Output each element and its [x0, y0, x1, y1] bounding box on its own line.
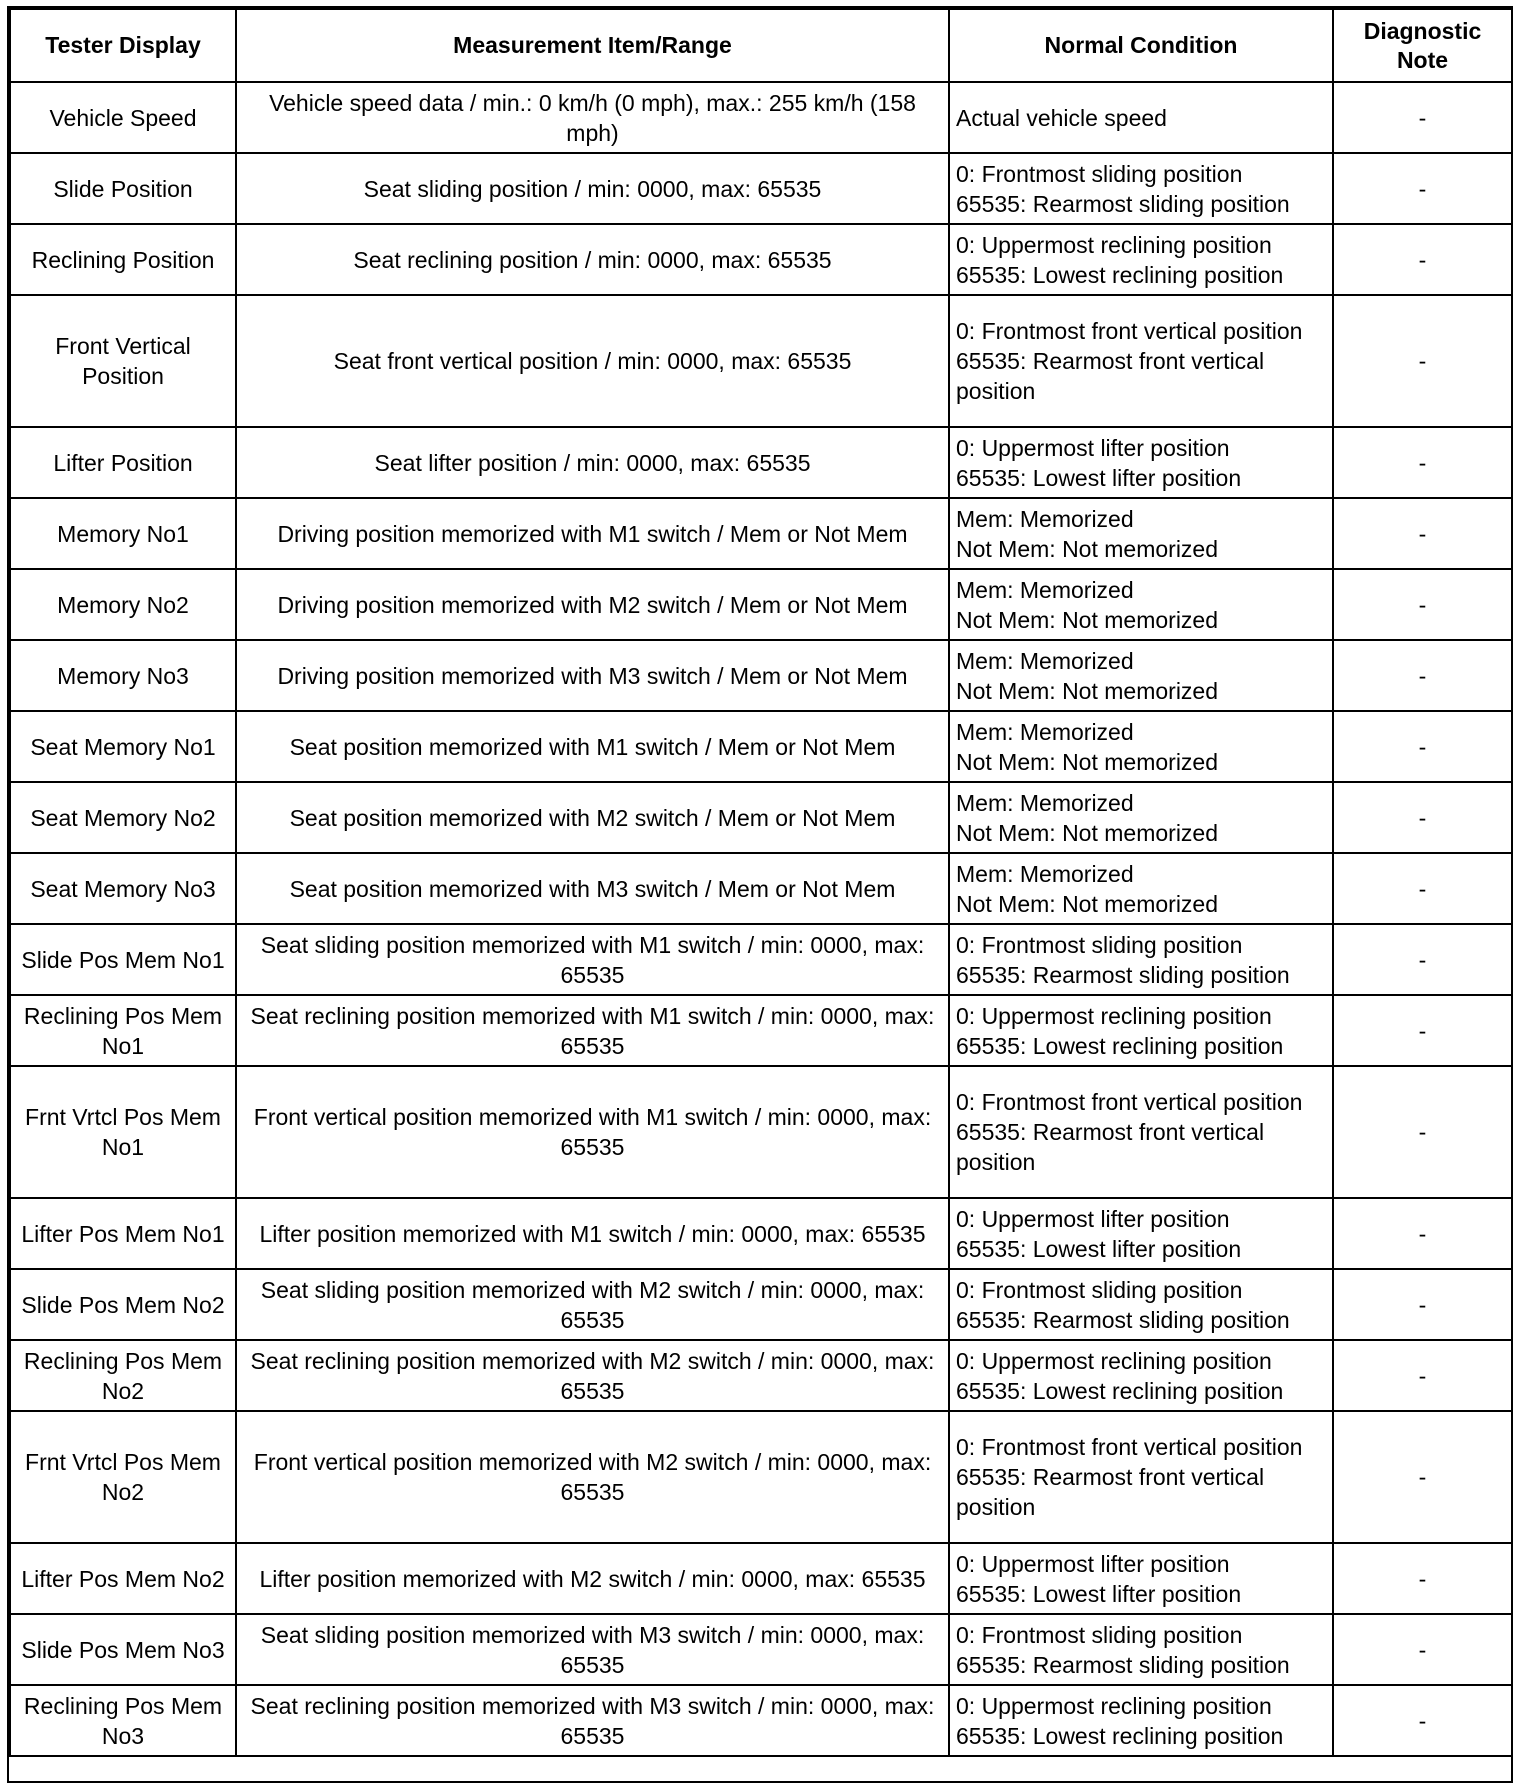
cell-normal-condition: Mem: Memorized Not Mem: Not memorized	[949, 569, 1333, 640]
cell-diagnostic-note: -	[1333, 853, 1512, 924]
cell-tester-display: Reclining Pos Mem No3	[10, 1685, 236, 1756]
cell-measurement-range: Seat sliding position / min: 0000, max: 65535	[236, 153, 949, 224]
cell-measurement-range: Driving position memorized with M3 switch / Mem or Not Mem	[236, 640, 949, 711]
table-row	[10, 569, 1512, 640]
table-row	[10, 1614, 1512, 1685]
column-header-tester-display: Tester Display	[10, 9, 236, 82]
cell-diagnostic-note: -	[1333, 782, 1512, 853]
cell-measurement-range: Seat position memorized with M3 switch / Mem or Not Mem	[236, 853, 949, 924]
cell-normal-condition: 0: Uppermost lifter position 65535: Lowest lifter position	[949, 1543, 1333, 1614]
cell-measurement-range: Driving position memorized with M2 switch / Mem or Not Mem	[236, 569, 949, 640]
cell-diagnostic-note: -	[1333, 640, 1512, 711]
cell-tester-display: Vehicle Speed	[10, 82, 236, 153]
cell-normal-condition: Mem: Memorized Not Mem: Not memorized	[949, 498, 1333, 569]
cell-measurement-range: Seat reclining position / min: 0000, max: 65535	[236, 224, 949, 295]
cell-normal-condition: Mem: Memorized Not Mem: Not memorized	[949, 853, 1333, 924]
cell-normal-condition: 0: Frontmost front vertical position 65535: Rearmost front vertical position	[949, 1411, 1333, 1543]
table-row	[10, 427, 1512, 498]
cell-measurement-range: Seat sliding position memorized with M3 switch / min: 0000, max: 65535	[236, 1614, 949, 1685]
cell-measurement-range: Seat position memorized with M2 switch / Mem or Not Mem	[236, 782, 949, 853]
cell-normal-condition: 0: Frontmost sliding position 65535: Rearmost sliding position	[949, 153, 1333, 224]
table-header-row	[10, 9, 1512, 82]
cell-normal-condition: 0: Frontmost sliding position 65535: Rearmost sliding position	[949, 924, 1333, 995]
cell-normal-condition: 0: Uppermost reclining position 65535: Lowest reclining position	[949, 1685, 1333, 1756]
cell-tester-display: Slide Pos Mem No2	[10, 1269, 236, 1340]
cell-normal-condition: Mem: Memorized Not Mem: Not memorized	[949, 782, 1333, 853]
data-list-table	[9, 8, 1513, 1757]
cell-tester-display: Slide Pos Mem No3	[10, 1614, 236, 1685]
cell-tester-display: Memory No2	[10, 569, 236, 640]
cell-tester-display: Seat Memory No3	[10, 853, 236, 924]
cell-measurement-range: Seat sliding position memorized with M2 switch / min: 0000, max: 65535	[236, 1269, 949, 1340]
cell-diagnostic-note: -	[1333, 1066, 1512, 1198]
cell-tester-display: Lifter Pos Mem No1	[10, 1198, 236, 1269]
table-row	[10, 1411, 1512, 1543]
cell-diagnostic-note: -	[1333, 1685, 1512, 1756]
cell-normal-condition: 0: Frontmost front vertical position 65535: Rearmost front vertical position	[949, 295, 1333, 427]
cell-tester-display: Reclining Position	[10, 224, 236, 295]
cell-tester-display: Front Vertical Position	[10, 295, 236, 427]
cell-diagnostic-note: -	[1333, 569, 1512, 640]
cell-normal-condition: 0: Uppermost reclining position 65535: Lowest reclining position	[949, 1340, 1333, 1411]
cell-measurement-range: Lifter position memorized with M2 switch / min: 0000, max: 65535	[236, 1543, 949, 1614]
table-row	[10, 924, 1512, 995]
cell-measurement-range: Seat lifter position / min: 0000, max: 65535	[236, 427, 949, 498]
cell-measurement-range: Seat reclining position memorized with M2 switch / min: 0000, max: 65535	[236, 1340, 949, 1411]
cell-tester-display: Frnt Vrtcl Pos Mem No2	[10, 1411, 236, 1543]
cell-diagnostic-note: -	[1333, 1269, 1512, 1340]
table-row	[10, 640, 1512, 711]
cell-tester-display: Slide Position	[10, 153, 236, 224]
cell-normal-condition: 0: Uppermost lifter position 65535: Lowest lifter position	[949, 1198, 1333, 1269]
cell-measurement-range: Front vertical position memorized with M2 switch / min: 0000, max: 65535	[236, 1411, 949, 1543]
cell-tester-display: Frnt Vrtcl Pos Mem No1	[10, 1066, 236, 1198]
cell-diagnostic-note: -	[1333, 295, 1512, 427]
cell-normal-condition: Mem: Memorized Not Mem: Not memorized	[949, 711, 1333, 782]
cell-normal-condition: Actual vehicle speed	[949, 82, 1333, 153]
table-row	[10, 1269, 1512, 1340]
cell-tester-display: Memory No1	[10, 498, 236, 569]
cell-normal-condition: 0: Frontmost sliding position 65535: Rearmost sliding position	[949, 1614, 1333, 1685]
table-row	[10, 995, 1512, 1066]
table-row	[10, 153, 1512, 224]
cell-tester-display: Memory No3	[10, 640, 236, 711]
cell-diagnostic-note: -	[1333, 1543, 1512, 1614]
cell-diagnostic-note: -	[1333, 924, 1512, 995]
cell-diagnostic-note: -	[1333, 1340, 1512, 1411]
table-row	[10, 1066, 1512, 1198]
table-row	[10, 224, 1512, 295]
cell-tester-display: Seat Memory No1	[10, 711, 236, 782]
cell-diagnostic-note: -	[1333, 1198, 1512, 1269]
cell-measurement-range: Driving position memorized with M1 switch / Mem or Not Mem	[236, 498, 949, 569]
cell-tester-display: Reclining Pos Mem No1	[10, 995, 236, 1066]
table-row	[10, 1198, 1512, 1269]
cell-tester-display: Seat Memory No2	[10, 782, 236, 853]
table-row	[10, 1340, 1512, 1411]
column-header-diagnostic-note: Diagnostic Note	[1333, 9, 1512, 82]
cell-measurement-range: Seat reclining position memorized with M3 switch / min: 0000, max: 65535	[236, 1685, 949, 1756]
cell-normal-condition: 0: Uppermost reclining position 65535: Lowest reclining position	[949, 995, 1333, 1066]
table-row	[10, 82, 1512, 153]
cell-normal-condition: Mem: Memorized Not Mem: Not memorized	[949, 640, 1333, 711]
cell-diagnostic-note: -	[1333, 224, 1512, 295]
cell-diagnostic-note: -	[1333, 427, 1512, 498]
cell-diagnostic-note: -	[1333, 711, 1512, 782]
column-header-measurement-range: Measurement Item/Range	[236, 9, 949, 82]
cell-measurement-range: Seat position memorized with M1 switch / Mem or Not Mem	[236, 711, 949, 782]
cell-tester-display: Slide Pos Mem No1	[10, 924, 236, 995]
cell-tester-display: Reclining Pos Mem No2	[10, 1340, 236, 1411]
cell-diagnostic-note: -	[1333, 153, 1512, 224]
cell-diagnostic-note: -	[1333, 82, 1512, 153]
table-row	[10, 1543, 1512, 1614]
table-row	[10, 295, 1512, 427]
table-row	[10, 1685, 1512, 1756]
cell-normal-condition: 0: Uppermost reclining position 65535: Lowest reclining position	[949, 224, 1333, 295]
cell-measurement-range: Lifter position memorized with M1 switch / min: 0000, max: 65535	[236, 1198, 949, 1269]
cell-measurement-range: Seat sliding position memorized with M1 switch / min: 0000, max: 65535	[236, 924, 949, 995]
cell-normal-condition: 0: Uppermost lifter position 65535: Lowest lifter position	[949, 427, 1333, 498]
cell-tester-display: Lifter Pos Mem No2	[10, 1543, 236, 1614]
cell-diagnostic-note: -	[1333, 498, 1512, 569]
cell-measurement-range: Seat front vertical position / min: 0000, max: 65535	[236, 295, 949, 427]
table-row	[10, 782, 1512, 853]
cell-diagnostic-note: -	[1333, 1411, 1512, 1543]
cell-measurement-range: Vehicle speed data / min.: 0 km/h (0 mph), max.: 255 km/h (158 mph)	[236, 82, 949, 153]
cell-measurement-range: Front vertical position memorized with M1 switch / min: 0000, max: 65535	[236, 1066, 949, 1198]
cell-diagnostic-note: -	[1333, 995, 1512, 1066]
column-header-normal-condition: Normal Condition	[949, 9, 1333, 82]
cell-tester-display: Lifter Position	[10, 427, 236, 498]
cell-diagnostic-note: -	[1333, 1614, 1512, 1685]
cell-measurement-range: Seat reclining position memorized with M1 switch / min: 0000, max: 65535	[236, 995, 949, 1066]
table-row	[10, 498, 1512, 569]
cell-normal-condition: 0: Frontmost front vertical position 65535: Rearmost front vertical position	[949, 1066, 1333, 1198]
table-row	[10, 711, 1512, 782]
cell-normal-condition: 0: Frontmost sliding position 65535: Rearmost sliding position	[949, 1269, 1333, 1340]
table-row	[10, 853, 1512, 924]
